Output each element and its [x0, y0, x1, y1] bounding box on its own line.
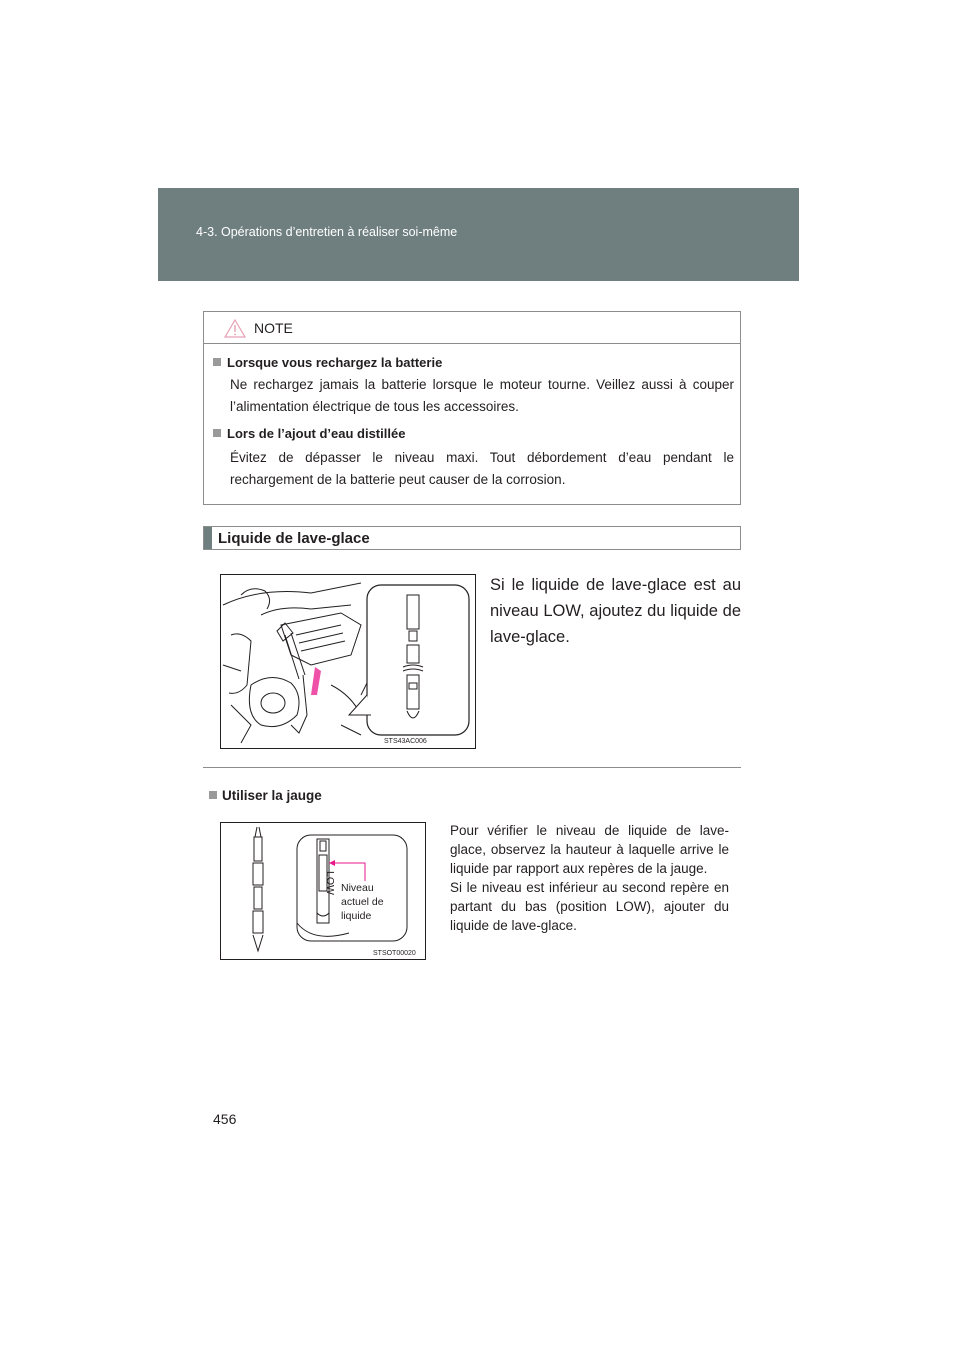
gauge-paragraph: Pour vérifier le niveau de liquide de lave-glace, observez la hauteur à laquelle arrive le liquide par rapport aux repères de la jauge. [450, 823, 729, 876]
note-item-heading: Lorsque vous rechargez la batterie [213, 355, 442, 370]
warning-icon [224, 319, 246, 338]
note-item-text: Évitez de dépasser le niveau maxi. Tout débordement d’eau pendant le rechargement de la batterie peut causer de la corrosion. [230, 450, 734, 487]
note-box [203, 311, 741, 505]
figure-code: STS43AC006 [384, 738, 427, 745]
dipstick-illustration [220, 822, 426, 960]
note-item-heading: Lors de l’ajout d’eau distillée [213, 426, 405, 441]
section-title: Liquide de lave-glace [218, 530, 370, 547]
section-intro: Si le liquide de lave-glace est au niveau LOW, ajoutez du liquide de lave-glace. [490, 576, 741, 646]
page-number: 456 [213, 1111, 237, 1127]
note-item-text: Ne rechargez jamais la batterie lorsque le moteur tourne. Veillez aussi à couper l’alimentation électrique de tous les accessoires. [230, 377, 734, 414]
divider [203, 767, 741, 768]
callout-line: actuel de [341, 896, 384, 908]
figure-code: STSOT00020 [373, 950, 416, 957]
gauge-description [450, 821, 729, 935]
sub-heading: Utiliser la jauge [209, 788, 322, 803]
callout-line: Niveau [341, 882, 374, 894]
note-header [204, 312, 740, 344]
dipstick-low-label: LOW [324, 871, 336, 895]
gauge-paragraph: Si le niveau est inférieur au second repère en partant du bas (position LOW), ajouter du liquide de lave-glace. [450, 880, 729, 933]
washer-reservoir-illustration [220, 574, 476, 749]
section-bar [203, 526, 741, 550]
header-title: 4-3. Opérations d’entretien à réaliser soi-même [196, 225, 458, 239]
callout-line: liquide [341, 910, 372, 922]
note-label: NOTE [254, 320, 293, 336]
